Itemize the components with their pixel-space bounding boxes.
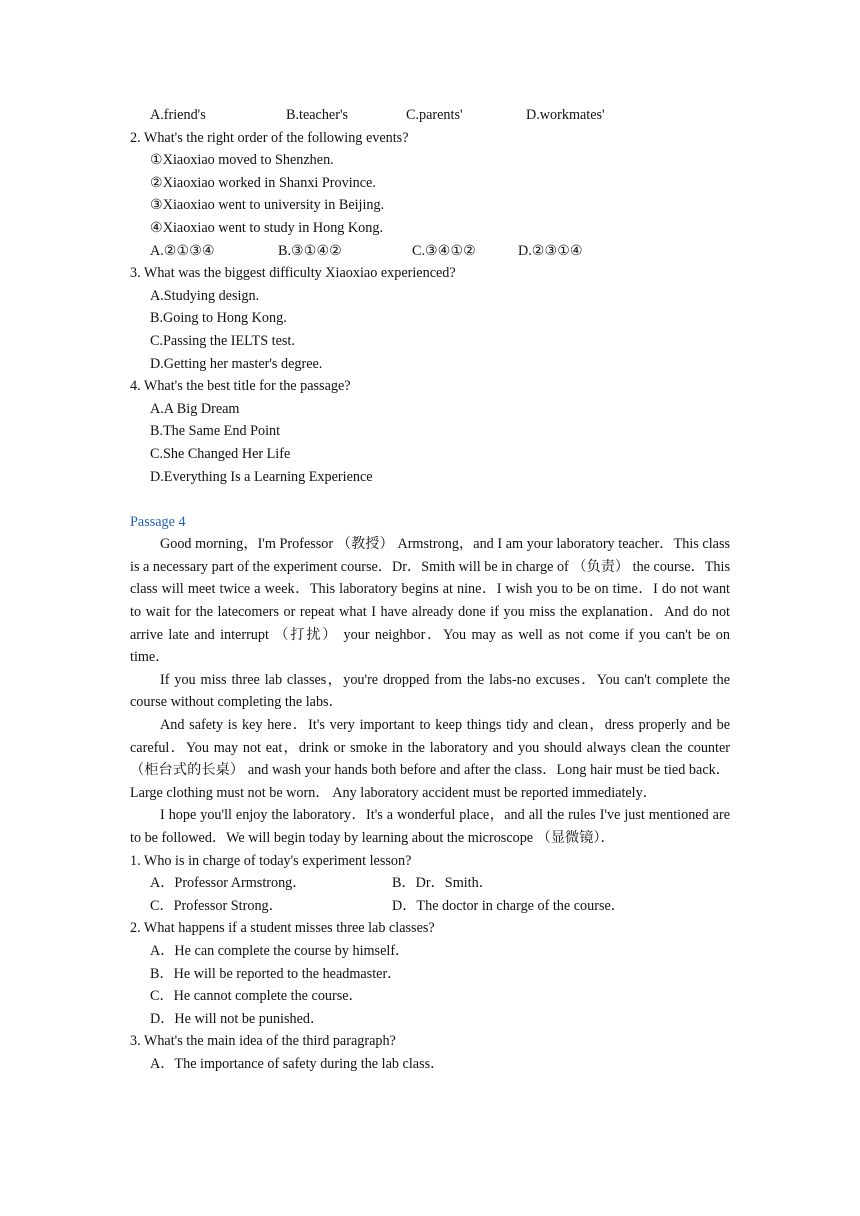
prev-q2-question: 2. What's the right order of the following events? [130, 129, 409, 146]
option-b: B．He will be reported to the headmaster． [150, 965, 402, 982]
option-a: A.Studying design. [150, 287, 260, 304]
p4-q3-question: 3. What's the main idea of the third paragraph? [130, 1033, 396, 1050]
option-c: C.She Changed Her Life [150, 445, 291, 462]
option-d: D.Getting her master's degree. [150, 355, 323, 372]
option-d: D．He will not be punished． [150, 1010, 325, 1027]
option-d: D.Everything Is a Learning Experience [150, 468, 373, 485]
option-a: A．Professor Armstrong． [150, 875, 307, 892]
option-c: C．Professor Strong． [150, 897, 283, 914]
prev-q3-question: 3. What was the biggest difficulty Xiaoxiao experienced? [130, 265, 456, 282]
option-b: B.teacher's [286, 107, 349, 123]
option-c: C.parents' [406, 107, 463, 123]
option-d: D．The doctor in charge of the course． [392, 897, 625, 914]
paragraph-3: And safety is key here．It's very important to keep things tidy and clean，dress properly and be careful．You may not eat，drink or smoke in the laboratory and you should always clean the counter （柜台式的长桌） and wash your hands both before and after the class．Long hair must be tied back． Large clothing must not be worn． Any laboratory accident must be reported immediately． [130, 717, 730, 801]
paragraph-1: Good morning，I'm Professor （教授） Armstrong，and I am your laboratory teacher．This class is a necessary part of the experiment course．Dr．Smith will be in charge of （负责） the course．This class will meet twice a week．This laboratory begins at nine．I wish you to be on time．I do not want to wait for the latecomers or repeat what I have already done if you miss the explanation．And do not arrive late and interrupt （打扰） your neighbor．You may as well as not come if you can't be on time． [130, 536, 730, 666]
option-a: A.②①③④ [150, 242, 215, 259]
option-b: B．Dr．Smith． [392, 875, 493, 892]
option-c: C.③④①② [412, 242, 476, 259]
option-d: D.workmates' [526, 107, 605, 123]
event-item: ①Xiaoxiao moved to Shenzhen. [150, 152, 334, 169]
passage-body [130, 533, 730, 849]
p4-q1-options-row1 [130, 872, 730, 895]
option-d: D.②③①④ [518, 242, 583, 259]
passage-title: Passage 4 [130, 513, 186, 530]
option-a: A．The importance of safety during the lab class． [150, 1055, 445, 1072]
option-b: B.③①④② [278, 242, 342, 259]
prev-q2-options [130, 240, 730, 263]
event-item: ③Xiaoxiao went to university in Beijing. [150, 197, 385, 214]
event-item: ②Xiaoxiao worked in Shanxi Province. [150, 174, 376, 191]
paragraph-4: I hope you'll enjoy the laboratory．It's a wonderful place，and all the rules I've just mentioned are to be followed．We will begin today by learning about the microscope （显微镜）． [130, 807, 730, 846]
option-a: A.A Big Dream [150, 400, 240, 417]
p4-q2-question: 2. What happens if a student misses three lab classes? [130, 920, 435, 937]
event-item: ④Xiaoxiao went to study in Hong Kong. [150, 219, 383, 236]
prev-q1-options [130, 104, 730, 127]
prev-q4-question: 4. What's the best title for the passage? [130, 378, 351, 395]
option-a: A．He can complete the course by himself． [150, 942, 410, 959]
option-c: C.Passing the IELTS test. [150, 332, 295, 349]
p4-q1-question: 1. Who is in charge of today's experiment lesson? [130, 852, 412, 869]
option-b: B.Going to Hong Kong. [150, 310, 287, 327]
document-content [130, 104, 730, 1076]
option-a: A.friend's [150, 107, 206, 123]
option-b: B.The Same End Point [150, 423, 281, 440]
option-c: C．He cannot complete the course． [150, 988, 363, 1005]
paragraph-2: If you miss three lab classes，you're dropped from the labs-no excuses．You can't complete the course without completing the labs． [130, 671, 730, 711]
p4-q1-options-row2 [130, 895, 730, 918]
